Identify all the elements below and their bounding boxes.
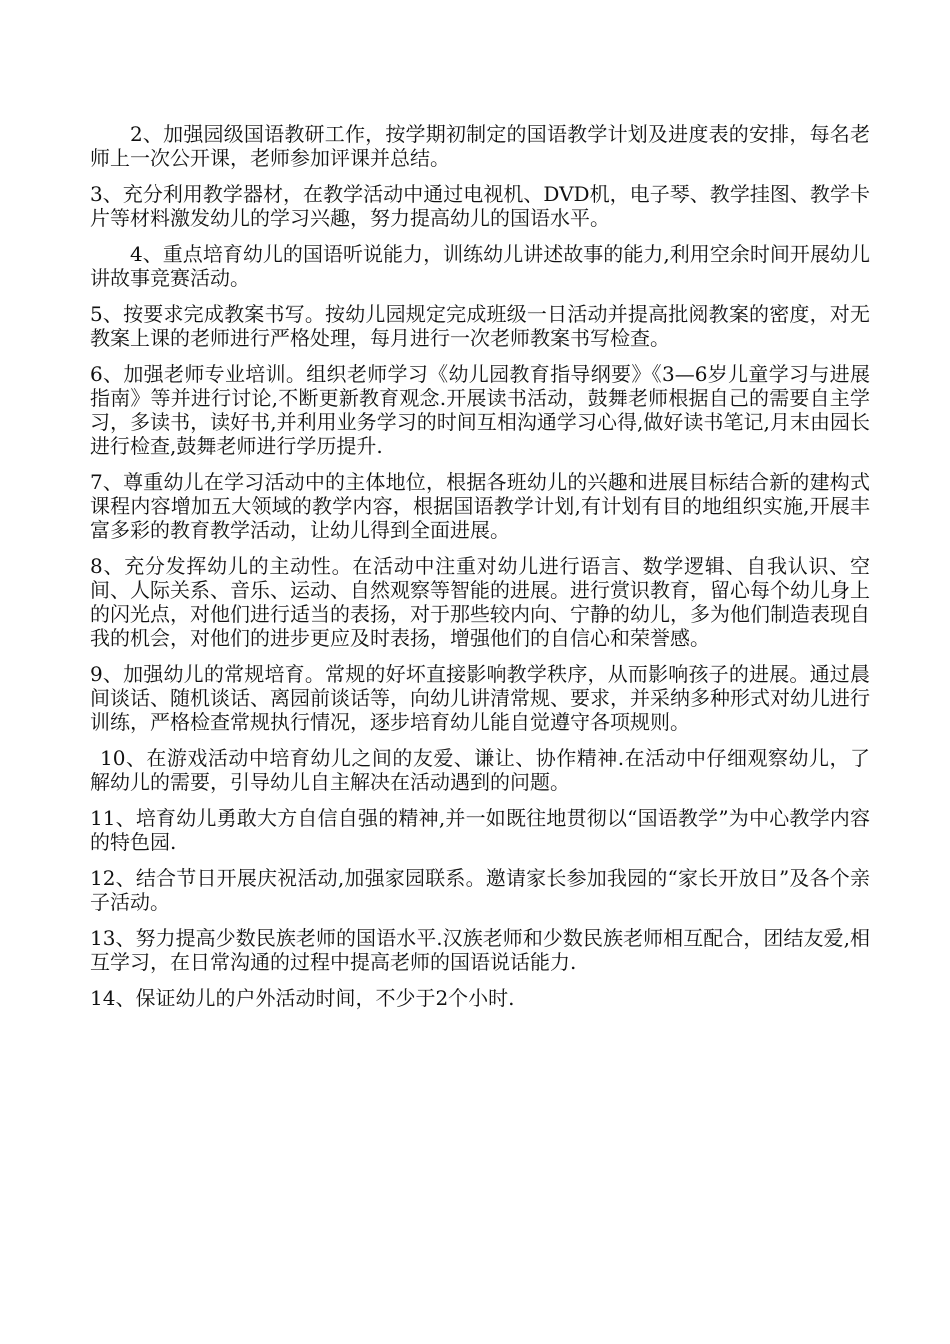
paragraph-item-6: 6、加强老师专业培训。组织老师学习《幼儿园教育指导纲要》《3—6岁儿童学习与进展指南》等并进行讨论,不断更新教育观念.开展读书活动，鼓舞老师根据自己的需要自主学习，多读书，读好书,并利用业务学习的时间互相沟通学习心得,做好读书笔记,月末由园长进行检查,鼓舞老师进行学历提升. <box>90 362 870 458</box>
paragraph-item-7: 7、尊重幼儿在学习活动中的主体地位，根据各班幼儿的兴趣和进展目标结合新的建构式课程内容增加五大领域的教学内容，根据国语教学计划,有计划有目的地组织实施,开展丰富多彩的教育教学活动，让幼儿得到全面进展。 <box>90 470 870 542</box>
document-body <box>90 122 870 1022</box>
paragraph-item-4: 4、重点培育幼儿的国语听说能力，训练幼儿讲述故事的能力,利用空余时间开展幼儿讲故事竞赛活动。 <box>90 242 870 290</box>
paragraph-item-11: 11、培育幼儿勇敢大方自信自强的精神,并一如既往地贯彻以“国语教学”为中心教学内容的特色园. <box>90 806 870 854</box>
paragraph-item-8: 8、充分发挥幼儿的主动性。在活动中注重对幼儿进行语言、数学逻辑、自我认识、空间、人际关系、音乐、运动、自然观察等智能的进展。进行赏识教育，留心每个幼儿身上的闪光点，对他们进行适当的表扬，对于那些较内向、宁静的幼儿，多为他们制造表现自我的机会，对他们的进步更应及时表扬，增强他们的自信心和荣誉感。 <box>90 554 870 650</box>
paragraph-item-14: 14、保证幼儿的户外活动时间，不少于2个小时. <box>90 986 515 1010</box>
paragraph-item-5: 5、按要求完成教案书写。按幼儿园规定完成班级一日活动并提高批阅教案的密度，对无教案上课的老师进行严格处理，每月进行一次老师教案书写检查。 <box>90 302 870 350</box>
paragraph-item-3: 3、充分利用教学器材，在教学活动中通过电视机、DVD机，电子琴、教学挂图、教学卡片等材料激发幼儿的学习兴趣，努力提高幼儿的国语水平。 <box>90 182 870 230</box>
paragraph-item-13: 13、努力提高少数民族老师的国语水平.汉族老师和少数民族老师相互配合，团结友爱,相互学习，在日常沟通的过程中提高老师的国语说话能力. <box>90 926 870 974</box>
paragraph-item-2: 2、加强园级国语教研工作，按学期初制定的国语教学计划及进度表的安排，每名老师上一次公开课，老师参加评课并总结。 <box>90 122 870 170</box>
paragraph-item-9: 9、加强幼儿的常规培育。常规的好坏直接影响教学秩序，从而影响孩子的进展。通过晨间谈话、随机谈话、离园前谈话等，向幼儿讲清常规、要求，并采纳多种形式对幼儿进行训练，严格检查常规执行情况，逐步培育幼儿能自觉遵守各项规则。 <box>90 662 870 734</box>
paragraph-item-10: 10、在游戏活动中培育幼儿之间的友爱、谦让、协作精神.在活动中仔细观察幼儿，了解幼儿的需要，引导幼儿自主解决在活动遇到的问题。 <box>90 746 870 794</box>
paragraph-item-12: 12、结合节日开展庆祝活动,加强家园联系。邀请家长参加我园的“家长开放日”及各个亲子活动。 <box>90 866 870 914</box>
